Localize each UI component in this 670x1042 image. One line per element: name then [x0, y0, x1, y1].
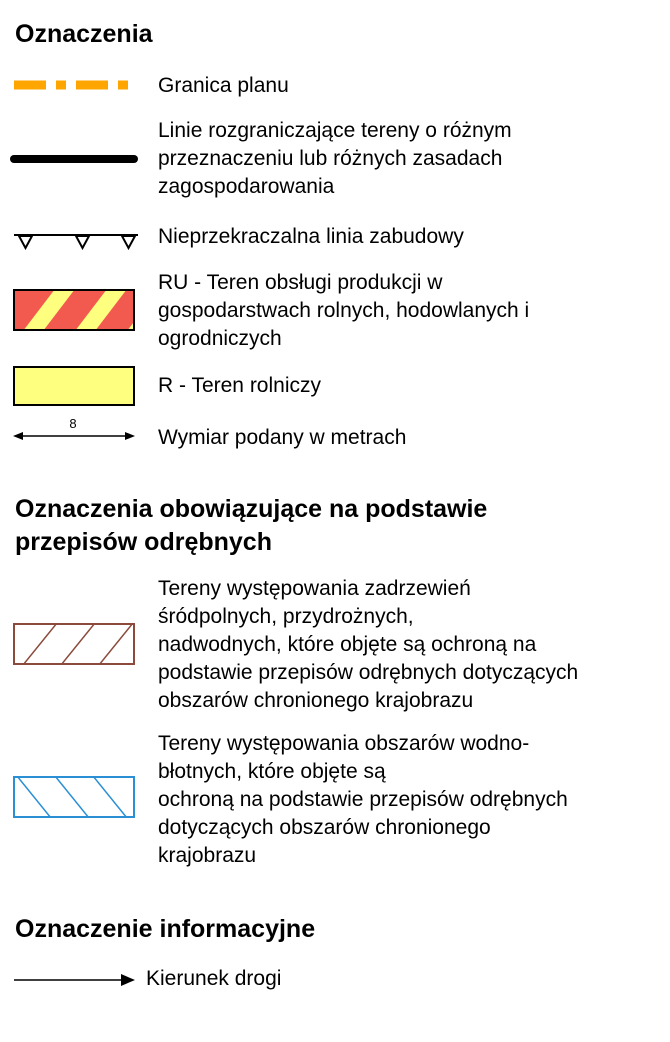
legend-label-wetland-areas: Tereny występowania obszarów wodno- błotnych, które objęte są ochroną na podstawie przepisów odrębnych dotyczących obszarów chronionego krajobrazu — [158, 732, 568, 867]
blue-hatch-symbol — [13, 776, 137, 820]
r-fill-symbol — [13, 366, 137, 408]
info-title: Oznaczenie informacyjne — [15, 915, 316, 943]
legend-label-tree-areas: Tereny występowania zadrzewień śródpolnych, przydrożnych, nadwodnych, które objęte są ochroną na podstawie przepisów odrębnych dotyczących obszarów chronionego krajobrazu — [158, 577, 579, 712]
dimension-value: 8 — [69, 416, 77, 431]
road-direction-arrow-icon — [14, 973, 138, 987]
legend-label-dimension: Wymiar podany w metrach — [158, 426, 407, 449]
plan-boundary-symbol — [14, 80, 134, 90]
brown-hatch-symbol — [13, 623, 137, 667]
ru-hatch-symbol — [13, 289, 137, 333]
statutory-title: Oznaczenia obowiązujące na podstawie przepisów odrębnych — [15, 495, 488, 556]
legend-label-plan-boundary: Granica planu — [158, 74, 289, 97]
legend-label-demarcation-line: Linie rozgraniczające tereny o różnym przeznaczeniu lub różnych zasadach zagospodarowania — [158, 119, 512, 198]
legend-label-ru: RU - Teren obsługi produkcji w gospodarstwach rolnych, hodowlanych i ogrodniczych — [158, 271, 530, 350]
legend-label-building-line: Nieprzekraczalna linia zabudowy — [158, 225, 464, 248]
demarcation-line-symbol — [10, 153, 138, 165]
legend-label-r: R - Teren rolniczy — [158, 374, 321, 397]
legend-title: Oznaczenia — [15, 20, 153, 48]
dimension-symbol — [13, 418, 137, 446]
legend-label-road-direction: Kierunek drogi — [146, 967, 282, 990]
building-line-symbol — [14, 232, 138, 252]
